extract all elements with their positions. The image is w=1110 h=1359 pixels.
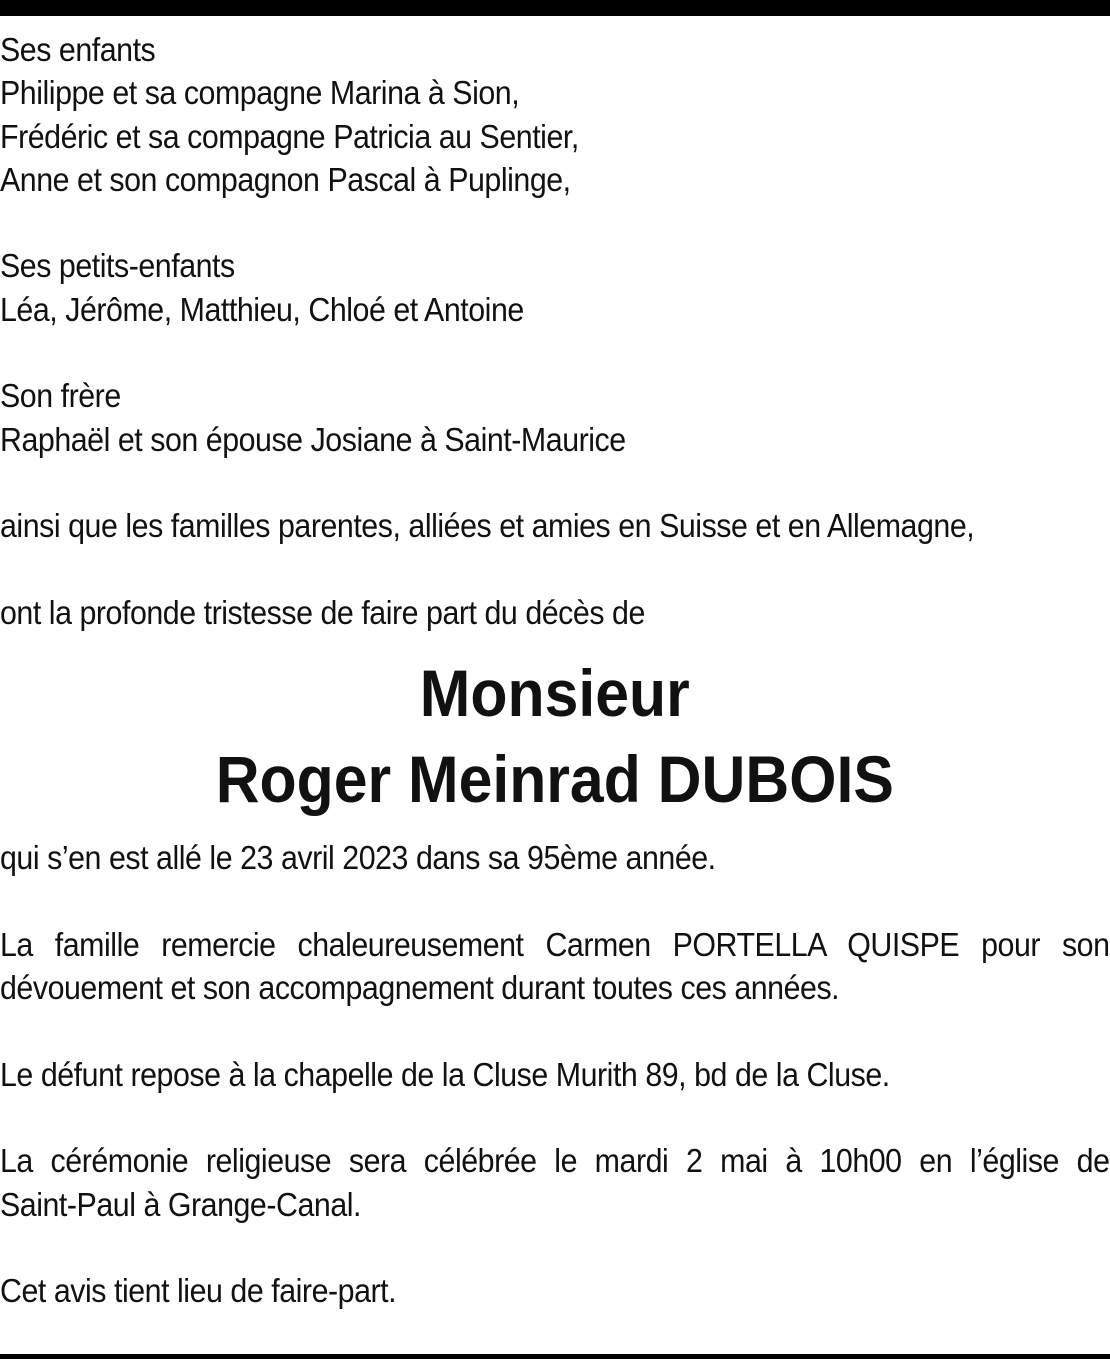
top-rule — [0, 0, 1110, 16]
spacer — [0, 201, 1110, 244]
ceremony-line-2: Saint-Paul à Grange-Canal. — [0, 1185, 362, 1223]
thanks-line-1: La famille remercie chaleureusement Carmen PORTELLA QUISPE pour son — [0, 925, 1110, 963]
rest-place-line: Le défunt repose à la chapelle de la Cluse Murith 89, bd de la Cluse. — [0, 1055, 890, 1093]
bottom-rule — [0, 1354, 1110, 1359]
announcement-line: ont la profonde tristesse de faire part du décès de — [0, 593, 645, 631]
spacer — [0, 331, 1110, 374]
families-line: ainsi que les familles parentes, alliées et amies en Suisse et en Allemagne, — [0, 507, 975, 545]
brother-line: Raphaël et son épouse Josiane à Saint-Maurice — [0, 420, 626, 458]
grandchildren-line: Léa, Jérôme, Matthieu, Chloé et Antoine — [0, 290, 524, 328]
closing-line: Cet avis tient lieu de faire-part. — [0, 1272, 397, 1310]
obituary-notice — [0, 28, 1110, 1312]
spacer — [0, 548, 1110, 591]
spacer — [0, 1226, 1110, 1269]
brother-heading: Son frère — [0, 377, 121, 415]
children-heading: Ses enfants — [0, 31, 156, 68]
spacer — [0, 1009, 1110, 1052]
child-line: Anne et son compagnon Pascal à Puplinge, — [0, 160, 571, 198]
thanks-line-2: dévouement et son accompagnement durant toutes ces années. — [0, 969, 840, 1007]
ceremony-line-1: La cérémonie religieuse sera célébrée le mardi 2 mai à 10h00 en l’église de — [0, 1142, 1110, 1180]
deceased-name: Roger Meinrad DUBOIS — [215, 742, 894, 817]
passing-line: qui s’en est allé le 23 avril 2023 dans sa 95ème année. — [0, 839, 716, 877]
spacer — [0, 879, 1110, 922]
deceased-name-block — [0, 650, 1110, 822]
spacer — [0, 1096, 1110, 1139]
spacer — [0, 461, 1110, 504]
child-line: Philippe et sa compagne Marina à Sion, — [0, 74, 520, 112]
grandchildren-heading: Ses petits-enfants — [0, 247, 235, 285]
deceased-title: Monsieur — [419, 656, 690, 731]
child-line: Frédéric et sa compagne Patricia au Sentier, — [0, 117, 579, 155]
